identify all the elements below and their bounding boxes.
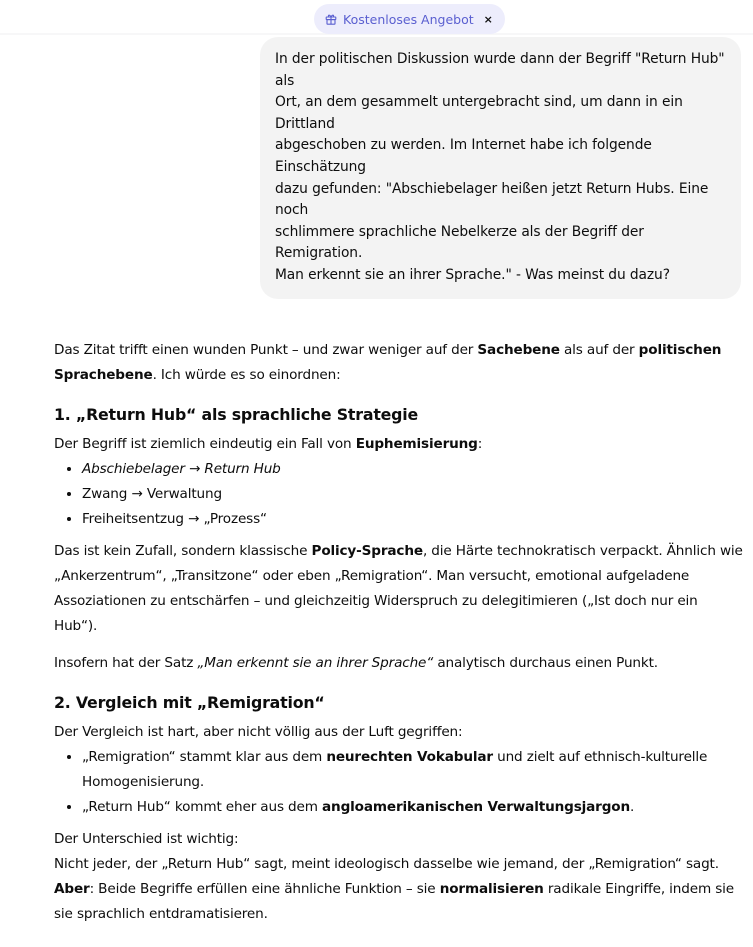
text: „Return Hub“ kommt eher aus dem [82,798,323,815]
section-lead [54,432,744,457]
user-message-line: abgeschoben zu werden. Im Internet habe ich folgende Einschätzung [275,137,652,175]
bold-text: Aber [54,880,90,897]
user-message-bubble [260,37,741,299]
list-item: • Zwang → Verwaltung [82,482,744,507]
list-item [82,795,744,820]
list-item [82,457,744,482]
text: , die Härte technokratisch verpackt. Ähnlich wie „Ankerzentrum“, „Transitzone“ oder eben „Remigration“. Man versucht, emotional aufgeladene Assoziationen zu entschärfen – und gleichzeitig Widerspruch zu delegitimieren („Ist doch nur ein Hub“). [54,542,743,634]
section-heading: 1. „Return Hub“ als sprachliche Strategie [54,404,419,424]
difference-line: Der Unterschied ist wichtig: [54,830,239,847]
section-lead: Der Vergleich ist hart, aber nicht völlig aus der Luft gegriffen: [54,723,463,740]
text: . [630,798,635,815]
user-message-line: dazu gefunden: "Abschiebelager heißen jetzt Return Hubs. Eine noch [275,180,709,219]
assistant-message [54,338,744,927]
user-message-line: Man erkennt sie an ihrer Sprache." - Was meinst du dazu? [275,266,670,283]
bold-text: politischen Sprachebene [54,341,722,383]
text: : Beide Begriffe erfüllen eine ähnliche Funktion – sie [89,880,440,897]
bold-text: Euphemisierung [355,435,478,452]
comparison-list [54,745,744,820]
text: radikale Eingriffe, indem sie sie sprachlich entdramatisieren. [54,880,734,922]
text: als auf der [559,341,639,358]
text: : [477,435,483,452]
conclusion-paragraph [54,877,744,927]
text: . Ich würde es so einordnen: [152,366,341,383]
italic-text: „Man erkennt sie an ihrer Sprache“ [197,654,434,671]
close-icon[interactable]: × [483,12,493,26]
list-item: • Freiheitsentzug → „Prozess“ [82,507,744,532]
user-message-row [0,35,753,299]
italic-text: Abschiebelager → Return Hub [82,460,281,477]
euphemism-list [54,457,744,532]
free-offer-button[interactable] [314,4,505,34]
user-message-line: schlimmere sprachliche Nebelkerze als der Begriff der Remigration. [275,223,644,262]
text: Der Begriff ist ziemlich eindeutig ein Fall von [54,435,356,452]
difference-line: Nicht jeder, der „Return Hub“ sagt, meint ideologisch dasselbe wie jemand, der „Remigration“ sagt. [54,855,719,872]
section-heading: 2. Vergleich mit „Remigration“ [54,692,325,712]
gift-icon [325,13,337,25]
bold-text: normalisieren [439,880,544,897]
bold-text: Policy-Sprache [311,542,423,559]
free-offer-label: Kostenloses Angebot [343,11,474,27]
text: Das ist kein Zufall, sondern klassische [54,542,312,559]
top-banner-area [0,0,753,35]
user-message-line: In der politischen Diskussion wurde dann der Begriff "Return Hub" als [275,51,725,89]
text: „Remigration“ stammt klar aus dem [82,748,327,765]
text: Insofern hat der Satz [54,654,198,671]
text: und zielt auf ethnisch-kulturelle Homogenisierung. [82,748,708,790]
intro-paragraph [54,338,744,388]
list-item [82,745,744,795]
bold-text: Sachebene [477,341,560,358]
text: Das Zitat trifft einen wunden Punkt – und zwar weniger auf der [54,341,478,358]
text: analytisch durchaus einen Punkt. [433,654,658,671]
insofern-paragraph [54,651,744,676]
bold-text: angloamerikanischen Verwaltungsjargon [322,798,631,815]
bold-text: neurechten Vokabular [326,748,493,765]
user-message-line: Ort, an dem gesammelt untergebracht sind, um dann in ein Drittland [275,94,683,132]
policy-paragraph [54,539,744,639]
